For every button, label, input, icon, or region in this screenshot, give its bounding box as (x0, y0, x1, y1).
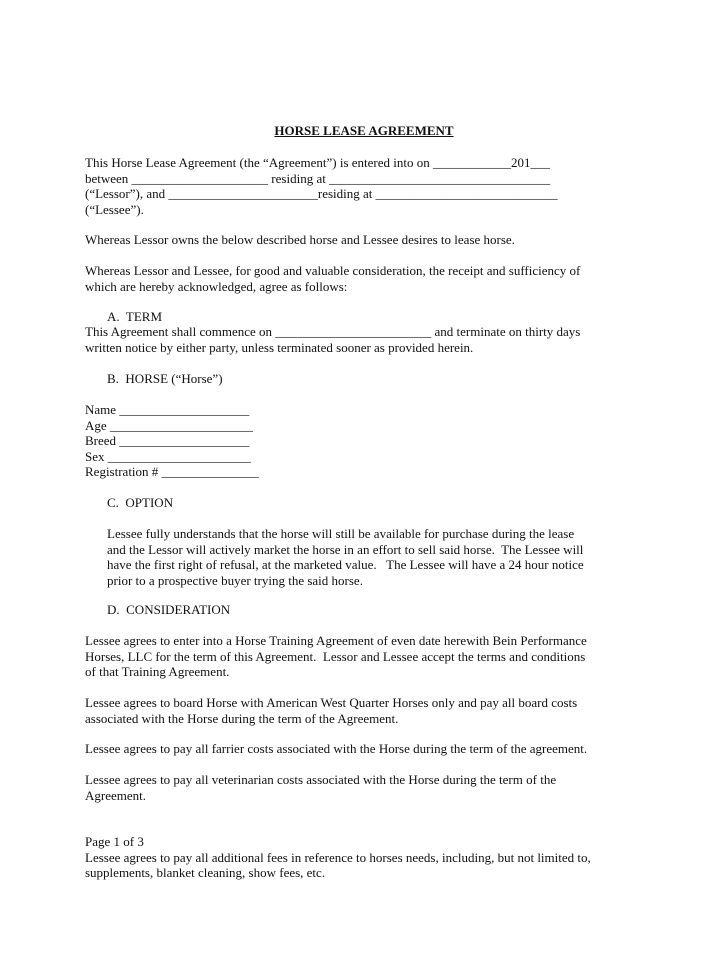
section-c-body (107, 526, 655, 588)
consideration-line: Agreement. (85, 787, 147, 803)
intro-line: This Horse Lease Agreement (the “Agreement”) is entered into on ____________201___ (85, 155, 550, 170)
consideration-line: of that Training Agreement. (85, 664, 230, 679)
section-c-heading: C. OPTION (107, 495, 174, 510)
section-a-body (85, 324, 655, 355)
intro-line: between _____________________ residing at __________________________________ (85, 170, 551, 186)
whereas-line: Whereas Lessor and Lessee, for good and valuable consideration, the receipt and sufficiency of (85, 263, 581, 278)
consideration-line: associated with the Horse during the term of the Agreement. (85, 710, 399, 726)
consideration-paragraph-3 (85, 741, 655, 757)
section-c-line: Lessee fully understands that the horse will still be available for purchase during the lease (107, 526, 575, 541)
consideration-paragraph-4 (85, 772, 655, 803)
horse-age-field: Age ______________________ (85, 417, 253, 433)
consideration-line: Lessee agrees to pay all veterinarian costs associated with the Horse during the term of the (85, 772, 557, 787)
section-c-line: prior to a prospective buyer trying the said horse. (107, 572, 363, 588)
section-a-line: This Agreement shall commence on ________________________ and terminate on thirty days (85, 324, 581, 339)
horse-sex-field: Sex ______________________ (85, 448, 251, 464)
intro-paragraph (85, 155, 655, 217)
whereas-line: Whereas Lessor owns the below described horse and Lessee desires to lease horse. (85, 232, 515, 247)
section-b-heading: B. HORSE (“Horse”) (107, 371, 223, 386)
consideration-paragraph-2 (85, 695, 655, 726)
intro-line: (“Lessee”). (85, 201, 144, 217)
horse-breed-field: Breed ____________________ (85, 433, 250, 448)
section-a-heading: A. TERM (107, 309, 163, 324)
section-d-heading: D. CONSIDERATION (107, 602, 231, 617)
consideration-line: Lessee agrees to enter into a Horse Training Agreement of even date herewith Bein Performance (85, 633, 587, 648)
horse-name-field: Name ____________________ (85, 402, 250, 417)
whereas-paragraph-1 (85, 232, 655, 248)
section-c-line: have the first right of refusal, at the marketed value. The Lessee will have a 24 hour notice (107, 557, 584, 572)
intro-line: (“Lessor”), and _______________________residing at ____________________________ (85, 186, 558, 201)
whereas-line: which are hereby acknowledged, agree as follows: (85, 278, 348, 294)
section-a-line: written notice by either party, unless terminated sooner as provided herein. (85, 339, 474, 355)
consideration-line: Horses, LLC for the term of this Agreement. Lessor and Lessee accept the terms and conditions (85, 648, 586, 664)
page-footer (85, 834, 655, 881)
consideration-line: Lessee agrees to pay all farrier costs associated with the Horse during the term of the agreement. (85, 741, 588, 756)
whereas-paragraph-2 (85, 263, 655, 294)
horse-fields (85, 402, 655, 480)
consideration-paragraph-1 (85, 633, 655, 680)
section-c-line: and the Lessor will actively market the horse in an effort to sell said horse. The Lessee will (107, 541, 584, 557)
horse-registration-field: Registration # _______________ (85, 464, 260, 479)
page-number: Page 1 of 3 (85, 834, 144, 849)
consideration-line: Lessee agrees to board Horse with American West Quarter Horses only and pay all board costs (85, 695, 578, 710)
fees-line: Lessee agrees to pay all additional fees in reference to horses needs, including, but not limited to, (85, 849, 591, 865)
document-title: HORSE LEASE AGREEMENT (274, 123, 454, 138)
fees-line: supplements, blanket cleaning, show fees, etc. (85, 865, 326, 880)
